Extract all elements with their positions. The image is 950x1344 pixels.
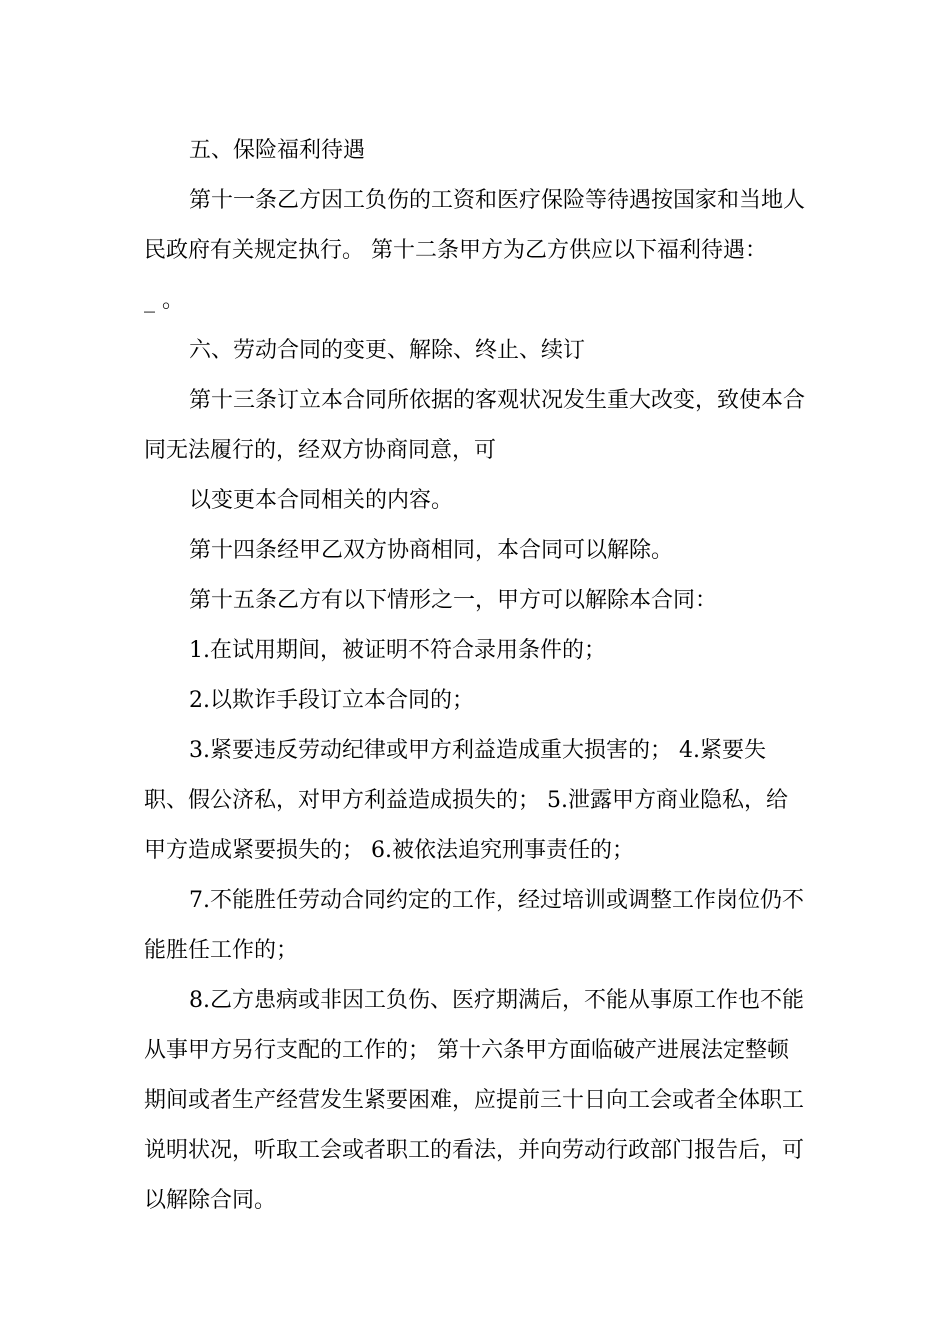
list-item-8-article-16: 8.乙方患病或非因工负伤、医疗期满后，不能从事原工作也不能从事甲方另行支配的工作的； 第十六条甲方面临破产进展法定整顿期间或者生产经营发生紧要困难，应提前三十日向工会或者全体职工说明状况，听取工会或者职工的看法，并向劳动行政部门报告后，可以解除合同。	[144, 988, 805, 1213]
paragraph-article-13-continued: 以变更本合同相关的内容。	[189, 488, 454, 513]
document-body	[144, 126, 809, 1226]
list-item-3-6: 3.紧要违反劳动纪律或甲方利益造成重大损害的； 4.紧要失职、假公济私，对甲方利益造成损失的； 5.泄露甲方商业隐私，给甲方造成紧要损失的； 6.被依法追究刑事责任的；	[144, 738, 788, 863]
paragraph-blank-line: _ 。	[144, 288, 184, 313]
paragraph-article-11-12: 第十一条乙方因工负伤的工资和医疗保险等待遇按国家和当地人民政府有关规定执行。 第十二条甲方为乙方供应以下福利待遇：	[144, 188, 806, 263]
section-heading-contract-changes: 六、劳动合同的变更、解除、终止、续订	[189, 338, 586, 363]
section-heading-insurance: 五、保险福利待遇	[189, 138, 366, 163]
paragraph-article-13: 第十三条订立本合同所依据的客观状况发生重大改变，致使本合同无法履行的，经双方协商同意，可	[144, 388, 806, 463]
paragraph-article-14: 第十四条经甲乙双方协商相同，本合同可以解除。	[189, 538, 674, 563]
list-item-7: 7.不能胜任劳动合同约定的工作，经过培训或调整工作岗位仍不能胜任工作的；	[144, 888, 804, 963]
paragraph-article-15: 第十五条乙方有以下情形之一，甲方可以解除本合同：	[189, 588, 718, 613]
list-item-2: 2.以欺诈手段订立本合同的；	[189, 688, 474, 713]
list-item-1: 1.在试用期间，被证明不符合录用条件的；	[189, 638, 606, 663]
